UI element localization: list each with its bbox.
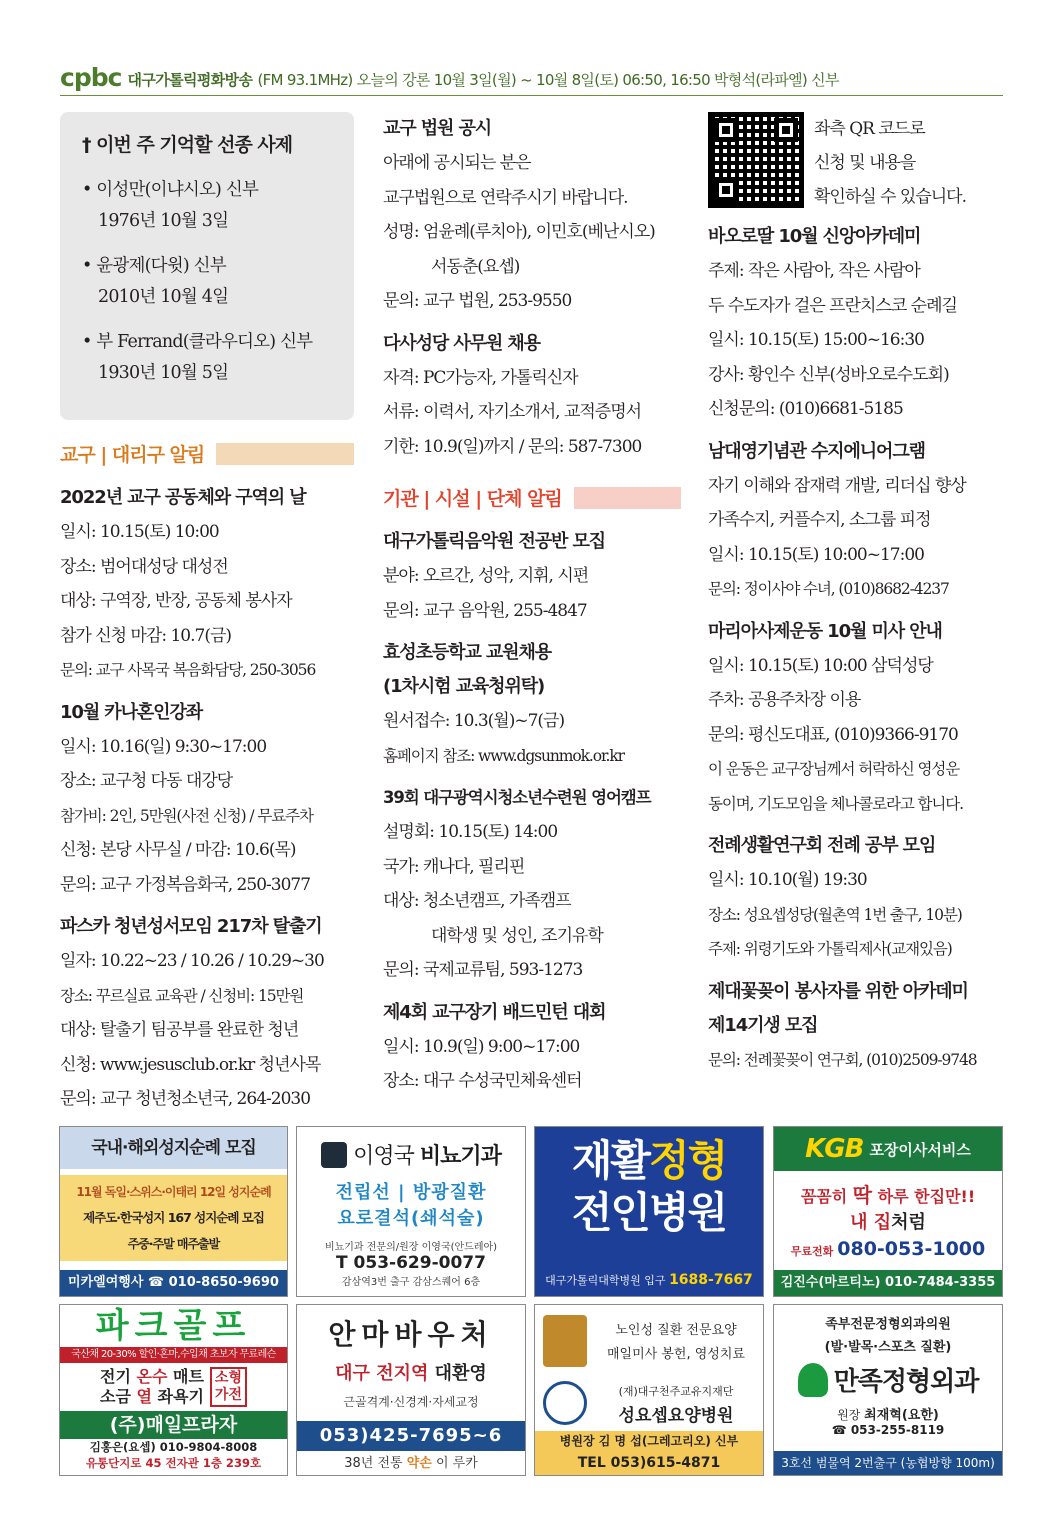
notice-line: 아래에 공시되는 분은 <box>383 153 531 173</box>
qr-line: 신청 및 내용을 <box>814 153 916 173</box>
cpbc-logo: cpbc <box>60 63 122 92</box>
section-bar <box>216 443 354 465</box>
notice-line: 장소: 교구청 다동 대강당 <box>60 771 233 791</box>
notice-block <box>708 829 1006 967</box>
notice-line: 장소: 성요셉성당(월촌역 1번 출구, 10분) <box>708 905 962 924</box>
notice-line: 자격: PC가능자, 가톨릭신자 <box>383 367 578 388</box>
ad-company: (주)매일프라자 <box>60 1411 287 1439</box>
ad-phone: TEL 053)615-4871 <box>535 1451 763 1475</box>
notice-block <box>383 112 681 319</box>
clinic-logo-icon <box>321 1142 347 1168</box>
notice-line: 장소: 범어대성당 대성전 <box>60 556 228 577</box>
ad-line: 매일미사 봉헌, 영성치료 <box>607 1347 745 1362</box>
ad-band: 국산채 20-30% 할인·혼마,수입채 초보자 무료레슨 <box>60 1347 287 1363</box>
section-header-diocese <box>60 440 354 467</box>
ad-slogan: 대구 전지역 대환영 <box>335 1363 487 1384</box>
qr-line: 좌측 QR 코드로 <box>814 119 925 139</box>
notice-title: 대구가톨릭음악원 전공반 모집 <box>383 531 606 552</box>
kgb-logo: KGB <box>805 1134 864 1164</box>
memorial-name: • 부 Ferrand(클라우디오) 신부 <box>82 332 313 352</box>
notice-line: 강사: 황인수 신부(성바오로수도회) <box>708 364 949 385</box>
ad-location: 감삼역3번 출구 감삼스퀘어 6층 <box>341 1277 481 1288</box>
notice-line: 일시: 10.16(일) 9:30~17:00 <box>60 736 267 757</box>
ad-director: 병원장 김 명 섭(그레고리오) 신부 <box>535 1431 763 1451</box>
column-3 <box>708 112 1006 1085</box>
notice-line: 교구법원으로 연락주시기 바랍니다. <box>383 187 628 208</box>
notice-block <box>383 525 681 628</box>
notice-line: 문의: 교구 음악원, 255-4847 <box>383 600 587 621</box>
notice-line: 장소: 대구 수성국민체육센터 <box>383 1071 582 1091</box>
ad-address: 유통단지로 45 전자관 1층 239호 <box>85 1456 262 1470</box>
memorial-title: † 이번 주 기억할 선종 사제 <box>82 134 293 156</box>
notice-line: 두 수도자가 걸은 프란치스코 순례길 <box>708 295 957 316</box>
ad-pilgrimage[interactable] <box>59 1126 288 1297</box>
ad-phone: 053)425-7695~6 <box>297 1421 525 1451</box>
notice-line: 일시: 10.15(토) 10:00 <box>60 522 219 542</box>
notice-block <box>708 220 1006 427</box>
notice-title: 남대영기념관 수지에니어그램 <box>708 440 925 462</box>
notice-title: 제4회 교구장기 배드민턴 대회 <box>383 1001 606 1023</box>
memorial-date: 1930년 10월 5일 <box>98 363 229 383</box>
memorial-item <box>82 175 344 237</box>
notice-line: 원서접수: 10.3(월)~7(금) <box>383 711 565 731</box>
ad-service: 포장이사서비스 <box>869 1140 971 1159</box>
ad-phone: 무료전화 080-053-1000 <box>790 1238 986 1260</box>
notice-line: 대상: 청소년캠프, 가족캠프 <box>383 891 571 911</box>
qr-line: 확인하실 수 있습니다. <box>814 187 967 207</box>
clinic-logo-icon <box>798 1363 828 1397</box>
ad-footer: 38년 전통 약손 이 루카 <box>344 1456 478 1471</box>
ad-line: (발·발목·스포츠 질환) <box>824 1340 952 1355</box>
column-1 <box>60 112 354 1125</box>
memorial-name: • 이성만(이냐시오) 신부 <box>82 180 259 200</box>
notice-line: 서류: 이력서, 자기소개서, 교적증명서 <box>383 402 642 422</box>
ad-title: 안마바우처 <box>328 1318 494 1351</box>
notice-block <box>708 615 1006 822</box>
ad-line: 주중·주말 매주출발 <box>127 1237 220 1251</box>
notice-line: 기한: 10.9(일)까지 / 문의: 587-7300 <box>383 436 642 457</box>
notice-line: 신청: 본당 사무실 / 마감: 10.6(목) <box>60 840 296 860</box>
notice-line: 일시: 10.10(월) 19:30 <box>708 870 867 890</box>
notice-title: (1차시험 교육청위탁) <box>383 676 545 697</box>
notice-title: 파스카 청년성서모임 217차 탈출기 <box>60 916 322 937</box>
ad-phone: T 053-629-0077 <box>336 1253 486 1273</box>
section-bar <box>574 487 681 509</box>
ad-doctor: 비뇨기과 전문의/원장 이영국(안드레아) <box>324 1242 498 1253</box>
ad-contact: 미카엘여행사 ☎ 010-8650-9690 <box>60 1270 287 1296</box>
notice-title: 제14기생 모집 <box>708 1014 818 1036</box>
notice-title: 39회 대구광역시청소년수련원 영어캠프 <box>383 788 651 807</box>
notice-title: 10월 카나혼인강좌 <box>60 701 203 723</box>
ad-location: 3호선 범물역 2번출구 (농협방향 100m) <box>774 1451 1002 1475</box>
ad-contact: 김홍은(요셉) 010-9804-8008 <box>89 1440 258 1454</box>
notice-block <box>383 636 681 773</box>
qr-section <box>708 112 1006 214</box>
ad-slogan: 내 집처럼 <box>850 1212 926 1233</box>
column-2 <box>383 112 681 1107</box>
notice-line: 이 운동은 교구장님께서 허락하신 영성운 <box>708 760 960 778</box>
notice-line: 대상: 구역장, 반장, 공동체 봉사자 <box>60 591 292 611</box>
ad-title: 파크골프 <box>95 1306 252 1346</box>
ad-products <box>60 1367 287 1407</box>
notice-line: 신청: www.jesusclub.or.kr 청년사목 <box>60 1054 321 1075</box>
notice-title: 제대꽃꽂이 봉사자를 위한 아카데미 <box>708 980 968 1002</box>
hospital-seal-icon <box>543 1381 587 1425</box>
notice-line: 문의: 교구 사목국 복음화담당, 250-3056 <box>60 661 316 679</box>
qr-text <box>814 112 966 214</box>
notice-block <box>60 696 354 903</box>
notice-line: 설명회: 10.15(토) 14:00 <box>383 822 558 842</box>
memorial-date: 1976년 10월 3일 <box>98 211 229 231</box>
broadcast-info: (FM 93.1MHz) 오늘의 강론 10월 3일(월) ~ 10월 8일(토) 06:50, 16:50 박형석(라파엘) 신부 <box>257 71 839 89</box>
notice-title: 다사성당 사무원 채용 <box>383 332 540 354</box>
ad-hospital-name: 성요셉요양병원 <box>618 1406 734 1426</box>
notice-line: 성명: 엄윤례(루치아), 이민호(베난시오) <box>383 222 655 242</box>
notice-line: 참가 신청 마감: 10.7(금) <box>60 625 232 646</box>
notice-line: 일시: 10.15(토) 10:00~17:00 <box>708 544 924 565</box>
notice-block <box>383 781 681 988</box>
ad-body <box>60 1175 287 1261</box>
notice-line: 문의: 교구 법원, 253-9550 <box>383 291 572 311</box>
qr-code-icon[interactable] <box>708 112 804 208</box>
ad-brand <box>774 1361 1002 1398</box>
ad-line: 요로결석(쇄석술) <box>337 1208 485 1229</box>
notice-block <box>383 996 681 1099</box>
ad-headline: 전인병원 <box>571 1188 727 1237</box>
notice-line: 문의: 국제교류팀, 593-1273 <box>383 960 583 980</box>
section-title: 기관 | 시설 | 단체 알림 <box>383 488 562 510</box>
notice-title: 2022년 교구 공동체와 구역의 날 <box>60 487 306 508</box>
notice-title: 바오로딸 10월 신앙아카데미 <box>708 226 921 247</box>
memorial-name: • 윤광제(다윗) 신부 <box>82 256 226 276</box>
notice-line: 대학생 및 성인, 조기유학 <box>431 925 603 946</box>
ad-massage[interactable] <box>296 1304 526 1476</box>
notice-line: 홈페이지 참조: www.dgsunmok.or.kr <box>383 746 624 765</box>
memorial-date: 2010년 10월 4일 <box>98 287 229 307</box>
notice-line: 문의: 전례꽃꽂이 연구회, (010)2509-9748 <box>708 1050 977 1069</box>
notice-line: 주제: 위령기도와 가톨릭제사(교재있음) <box>708 940 952 958</box>
notice-line: 문의: 정이사야 수녀, (010)8682-4237 <box>708 580 949 598</box>
ad-line: 노인성 질환 전문요양 <box>615 1323 737 1338</box>
notice-line: 주제: 작은 사람아, 작은 사람아 <box>708 261 920 281</box>
notice-line: 일자: 10.22~23 / 10.26 / 10.29~30 <box>60 951 324 971</box>
ad-urology[interactable] <box>296 1126 526 1297</box>
ad-clinic-name: 만족정형외과 <box>833 1367 979 1397</box>
ad-brand-name: 이영국 비뇨기과 <box>353 1144 501 1169</box>
ad-line: 족부전문정형외과의원 <box>825 1317 951 1332</box>
notice-line: 대상: 탈출기 팀공부를 완료한 청년 <box>60 1020 299 1040</box>
notice-block <box>60 910 354 1117</box>
ad-line: 소금 열 좌욕기 <box>100 1387 204 1406</box>
ad-hospital[interactable] <box>534 1126 764 1297</box>
notice-title: 마리아사제운동 10월 미사 안내 <box>708 620 942 642</box>
ad-line: (재)대구천주교유지재단 <box>618 1385 734 1398</box>
notice-line: 주차: 공용주차장 이용 <box>708 690 861 710</box>
ad-orthopedics[interactable] <box>773 1304 1003 1476</box>
notice-line: 서동춘(요셉) <box>431 256 520 277</box>
notice-line: 일시: 10.9(일) 9:00~17:00 <box>383 1036 580 1057</box>
ad-nursing-hospital[interactable] <box>534 1304 764 1476</box>
certification-icon <box>543 1315 587 1367</box>
ad-phone: ☎ 053-255-8119 <box>831 1423 945 1437</box>
notice-line: 일시: 10.15(토) 10:00 삼덕성당 <box>708 655 933 676</box>
memorial-item <box>82 251 344 313</box>
ad-services: 근골격계·신경계·자세교정 <box>343 1395 479 1409</box>
notice-line: 국가: 캐나다, 필리핀 <box>383 856 525 877</box>
ad-headline: 재활정형 <box>571 1136 727 1185</box>
notice-line: 참가비: 2인, 5만원(사전 신청) / 무료주차 <box>60 806 313 825</box>
section-title: 교구 | 대리구 알림 <box>60 444 205 466</box>
qr-finder-icon <box>714 118 738 142</box>
notice-block <box>60 481 354 688</box>
memorial-item <box>82 327 344 389</box>
notice-line: 일시: 10.15(토) 15:00~16:30 <box>708 330 924 350</box>
ad-brand <box>297 1139 525 1170</box>
notice-line: 문의: 교구 청년청소년국, 264-2030 <box>60 1089 311 1109</box>
notice-line: 가족수지, 커플수지, 소그룹 피정 <box>708 510 931 530</box>
ad-title: 국내·해외성지순례 모집 <box>60 1127 287 1169</box>
ad-director: 원장 최재혁(요한) <box>837 1408 939 1423</box>
ad-badge: 소형 가전 <box>210 1367 247 1407</box>
ad-line: 전기 온수 매트 <box>100 1367 204 1386</box>
notice-title: 효성초등학교 교원채용 <box>383 642 552 663</box>
notice-line: 동이며, 기도모임을 체나콜로라고 합니다. <box>708 794 963 813</box>
notice-line: 신청문의: (010)6681-5185 <box>708 399 903 419</box>
ad-moving[interactable] <box>773 1126 1003 1297</box>
station-name: 대구가톨릭평화방송 <box>127 71 253 89</box>
notice-block <box>708 435 1006 607</box>
qr-finder-icon <box>714 178 738 202</box>
notice-line: 장소: 꾸르실료 교육관 / 신청비: 15만원 <box>60 986 304 1005</box>
ad-title <box>774 1127 1002 1171</box>
notice-line: 문의: 교구 가정복음화국, 250-3077 <box>60 874 311 895</box>
notice-title: 전례생활연구회 전례 공부 모임 <box>708 835 936 856</box>
notice-block <box>383 327 681 465</box>
ad-slogan: 꼼꼼히 딱 하루 한집만!! <box>800 1183 976 1207</box>
memorial-box <box>60 112 354 420</box>
ad-contact: 대구가톨릭대학병원 입구 1688-7667 <box>545 1272 753 1288</box>
section-header-institutions <box>383 484 681 511</box>
ad-line: 11월 독일·스위스·이태리 12일 성지순례 <box>76 1185 271 1199</box>
ad-line: 제주도·한국성지 167 성지순례 모집 <box>83 1210 264 1225</box>
ad-line: 전립선 | 방광질환 <box>335 1182 487 1203</box>
ad-parkgolf[interactable] <box>59 1304 288 1476</box>
notice-line: 분야: 오르간, 성악, 지휘, 시편 <box>383 566 589 586</box>
notice-title: 교구 법원 공시 <box>383 118 492 139</box>
notice-line: 문의: 평신도대표, (010)9366-9170 <box>708 724 958 745</box>
ad-contact: 김진수(마르티노) 010-7484-3355 <box>774 1270 1002 1296</box>
notice-block <box>708 975 1006 1078</box>
qr-finder-icon <box>774 118 798 142</box>
notice-line: 자기 이해와 잠재력 개발, 리더십 향상 <box>708 475 966 496</box>
page-header <box>60 60 1003 96</box>
